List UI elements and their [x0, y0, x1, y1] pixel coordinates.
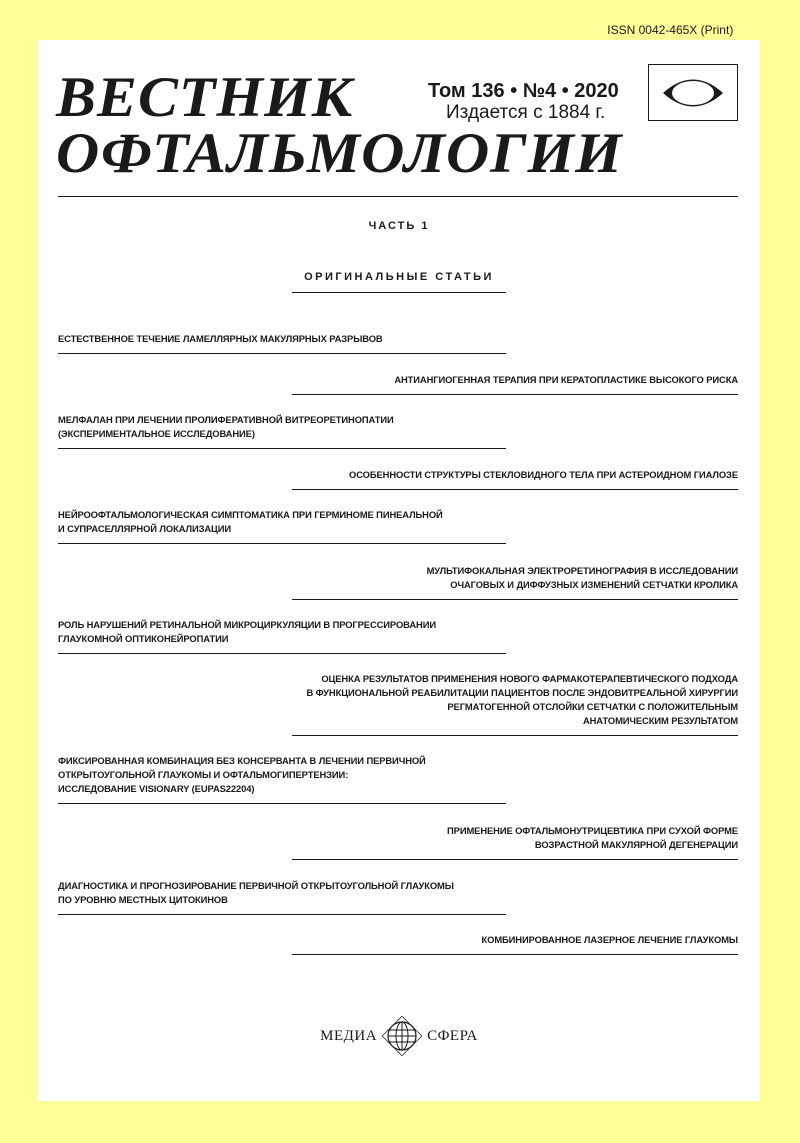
article-title-line: АНТИАНГИОГЕННАЯ ТЕРАПИЯ ПРИ КЕРАТОПЛАСТИКЕ ВЫСОКОГО РИСКА [394, 374, 738, 385]
article-title-line: ВОЗРАСТНОЙ МАКУЛЯРНОЙ ДЕГЕНЕРАЦИИ [534, 839, 738, 850]
article-entry [58, 754, 506, 796]
article-title-line: ДИАГНОСТИКА И ПРОГНОЗИРОВАНИЕ ПЕРВИЧНОЙ ОТКРЫТОУГОЛЬНОЙ ГЛАУКОМЫ [58, 880, 454, 891]
publisher-logo [38, 1015, 760, 1057]
article-divider [292, 394, 738, 395]
article-title-line: РОЛЬ НАРУШЕНИЙ РЕТИНАЛЬНОЙ МИКРОЦИРКУЛЯЦИИ В ПРОГРЕССИРОВАНИИ [58, 619, 436, 630]
volume-issue-year: Том 136 • №4 • 2020 [428, 80, 619, 102]
cover-page [38, 40, 760, 1101]
article-title-line: КОМБИНИРОВАННОЕ ЛАЗЕРНОЕ ЛЕЧЕНИЕ ГЛАУКОМЫ [481, 934, 738, 945]
article-title-line: РЕГМАТОГЕННОЙ ОТСЛОЙКИ СЕТЧАТКИ С ПОЛОЖИТЕЛЬНЫМ [447, 701, 738, 712]
article-entry [292, 373, 738, 387]
article-divider [292, 599, 738, 600]
article-entry [292, 933, 738, 947]
publisher-name-left: МЕДИА [320, 1027, 378, 1044]
article-divider [58, 448, 506, 449]
journal-logo [648, 64, 738, 121]
article-title-line: И СУПРАСЕЛЛЯРНОЙ ЛОКАЛИЗАЦИИ [58, 523, 232, 534]
article-title-line: ИССЛЕДОВАНИЕ VISIONARY (EUPAS22204) [58, 783, 255, 794]
eye-icon [661, 74, 725, 112]
article-divider [58, 353, 506, 354]
article-title-line: В ФУНКЦИОНАЛЬНОЙ РЕАБИЛИТАЦИИ ПАЦИЕНТОВ ПОСЛЕ ЭНДОВИТРЕАЛЬНОЙ ХИРУРГИИ [306, 687, 738, 698]
article-divider [58, 543, 506, 544]
article-entry [58, 332, 506, 346]
article-divider [292, 735, 738, 736]
article-divider [292, 489, 738, 490]
article-entry [292, 468, 738, 482]
publisher-name-right: СФЕРА [427, 1027, 478, 1044]
article-entry [58, 413, 506, 441]
article-title-line: ПО УРОВНЮ МЕСТНЫХ ЦИТОКИНОВ [58, 894, 228, 905]
article-divider [292, 859, 738, 860]
article-title-line: ГЛАУКОМНОЙ ОПТИКОНЕЙРОПАТИИ [58, 633, 229, 644]
article-title-line: АНАТОМИЧЕСКИМ РЕЗУЛЬТАТОМ [582, 715, 738, 726]
article-entry [58, 508, 506, 536]
article-divider [292, 954, 738, 955]
article-title-line: (ЭКСПЕРИМЕНТАЛЬНОЕ ИССЛЕДОВАНИЕ) [58, 428, 255, 439]
journal-title-line1: ВЕСТНИК [56, 66, 354, 129]
article-title-line: ЕСТЕСТВЕННОЕ ТЕЧЕНИЕ ЛАМЕЛЛЯРНЫХ МАКУЛЯРНЫХ РАЗРЫВОВ [58, 333, 383, 344]
article-divider [58, 914, 506, 915]
article-title-line: ПРИМЕНЕНИЕ ОФТАЛЬМОНУТРИЦЕВТИКА ПРИ СУХОЙ ФОРМЕ [447, 825, 738, 836]
article-entry [58, 618, 506, 646]
journal-title-line2: ОФТАЛЬМОЛОГИИ [56, 122, 623, 185]
globe-logo-icon [381, 1015, 423, 1057]
article-title-line: ОТКРЫТОУГОЛЬНОЙ ГЛАУКОМЫ И ОФТАЛЬМОГИПЕРТЕНЗИИ: [58, 769, 349, 780]
article-title-line: МУЛЬТИФОКАЛЬНАЯ ЭЛЕКТРОРЕТИНОГРАФИЯ В ИССЛЕДОВАНИИ [426, 565, 738, 576]
article-title-line: ОСОБЕННОСТИ СТРУКТУРЫ СТЕКЛОВИДНОГО ТЕЛА ПРИ АСТЕРОИДНОМ ГИАЛОЗЕ [349, 469, 738, 480]
article-title-line: ФИКСИРОВАННАЯ КОМБИНАЦИЯ БЕЗ КОНСЕРВАНТА В ЛЕЧЕНИИ ПЕРВИЧНОЙ [58, 755, 426, 766]
article-title-line: ОЧАГОВЫХ И ДИФФУЗНЫХ ИЗМЕНЕНИЙ СЕТЧАТКИ КРОЛИКА [450, 579, 738, 590]
article-title-line: ОЦЕНКА РЕЗУЛЬТАТОВ ПРИМЕНЕНИЯ НОВОГО ФАРМАКОТЕРАПЕВТИЧЕСКОГО ПОДХОДА [321, 673, 738, 684]
article-entry [292, 824, 738, 852]
article-entry [58, 879, 506, 907]
part-label: ЧАСТЬ 1 [368, 220, 430, 232]
article-entry [292, 672, 738, 728]
published-since: Издается с 1884 г. [446, 102, 606, 123]
section-heading: ОРИГИНАЛЬНЫЕ СТАТЬИ [292, 271, 506, 293]
article-title-line: МЕЛФАЛАН ПРИ ЛЕЧЕНИИ ПРОЛИФЕРАТИВНОЙ ВИТРЕОРЕТИНОПАТИИ [58, 414, 394, 425]
article-entry [292, 564, 738, 592]
article-divider [58, 653, 506, 654]
masthead-divider [58, 196, 738, 197]
article-title-line: НЕЙРООФТАЛЬМОЛОГИЧЕСКАЯ СИМПТОМАТИКА ПРИ ГЕРМИНОМЕ ПИНЕАЛЬНОЙ [58, 509, 443, 520]
issn-print: ISSN 0042-465X (Print) [607, 23, 734, 37]
article-divider [58, 803, 506, 804]
